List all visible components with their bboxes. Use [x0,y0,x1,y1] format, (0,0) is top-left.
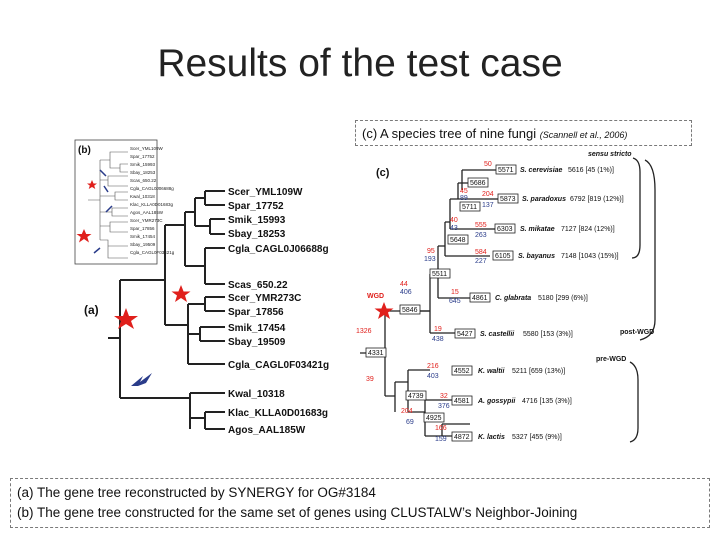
inset-leaf: Cgla_CAGL0F03421g [130,250,175,255]
internal-loss-count: 69 [406,419,414,426]
inset-leaf: Cgla_CAGL0J06688g [130,186,174,191]
gene-tree-leaf: Sbay_18253 [228,229,286,240]
gene-tree-leaf: Scer_YMR273C [228,293,302,304]
slide-title: Results of the test case [157,42,563,85]
species-gain-count: 204 [482,191,494,198]
internal-gain-count: 45 [460,188,468,195]
gene-tree-leaves [228,187,329,436]
species-tips [427,161,627,443]
species-gain-count: 166 [435,425,447,432]
caption-line-b: (b) The gene tree constructed for the same set of genes using CLUSTALW’s Neighbor-Joining [17,505,578,520]
internal-nodes [356,178,488,426]
inset-leaf: Sbay_19509 [130,242,156,247]
species-name: S. mikatae [520,226,555,233]
inset-leaf: Agos_AAL185W [130,210,164,215]
species-loss-count: 159 [435,436,447,443]
internal-node-box: 4331 [368,350,384,357]
caption-gene-trees [10,478,710,528]
inset-leaf: Spar_17752 [130,154,155,159]
gene-tree-leaf: Spar_17752 [228,201,284,212]
species-gain-count: 555 [475,222,487,229]
internal-gain-count: 40 [450,217,458,224]
species-name: S. paradoxus [522,196,566,203]
caption-species-tree [355,120,692,146]
duplication-star-icon [114,308,138,329]
inset-leaf: Scer_YMR273C [130,218,163,223]
species-gain-count: 19 [434,326,442,333]
gene-tree-leaf: Cgla_CAGL0J06688g [228,244,329,255]
internal-loss-count: 89 [460,195,468,202]
caption-species-tree-main: (c) A species tree of nine fungi [362,126,537,141]
species-name: A. gossypii [478,398,516,405]
internal-gain-count: 95 [427,248,435,255]
species-box: 4872 [454,434,470,441]
species-loss-count: 227 [475,258,487,265]
species-loss-count: 376 [438,403,450,410]
species-box: 5873 [500,196,516,203]
species-box: 6303 [497,226,513,233]
panel-label-b: (b) [78,145,91,156]
gene-tree-leaf: Smik_15993 [228,215,286,226]
species-name: K. waltii [478,368,505,375]
species-tree-c [356,151,655,443]
internal-gain-count: 1326 [356,328,372,335]
inset-leaf: Spar_17856 [130,226,155,231]
species-name: S. castellii [480,331,515,338]
species-stats: 5616 [45 (1%)] [568,167,614,174]
internal-node-box: 4739 [408,393,424,400]
species-gain-count: 216 [427,363,439,370]
wgd-label: WGD [367,293,385,300]
species-loss-count: 137 [482,202,494,209]
species-gain-count: 32 [440,393,448,400]
species-stats: 6792 [819 (12%)] [570,196,624,203]
species-stats: 7148 [1043 (15%)] [561,253,619,260]
panel-label-a: (a) [84,303,99,317]
internal-gain-count: 39 [366,376,374,383]
species-box: 4861 [472,295,488,302]
caption-line-a: (a) The gene tree reconstructed by SYNERGY for OG#3184 [17,485,376,500]
species-stats: 4716 [135 (3%)] [522,398,572,405]
sensu-stricto-label: sensu stricto [588,151,632,158]
species-stats: 5580 [153 (3%)] [523,331,573,338]
species-box: 5571 [498,167,514,174]
species-name: K. lactis [478,434,505,441]
gene-tree-leaf: Kwal_10318 [228,389,285,400]
wgd-star-icon [375,302,394,319]
internal-node-box: 5686 [470,180,486,187]
internal-node-box: 5711 [462,204,478,211]
post-wgd-label: post-WGD [620,329,655,336]
species-stats: 7127 [824 (12%)] [561,226,615,233]
gene-tree-leaf: Sbay_19509 [228,337,286,348]
internal-loss-count: 193 [424,256,436,263]
inset-leaf: Smik_15993 [130,162,156,167]
species-box: 4552 [454,368,470,375]
inset-leaf: Klac_KLLA0D01683g [130,202,174,207]
species-gain-count: 584 [475,249,487,256]
species-loss-count: 403 [427,373,439,380]
species-box: 5427 [457,331,473,338]
inset-nj-tree [75,140,175,264]
species-gain-count: 50 [484,161,492,168]
gene-tree-leaf: Smik_17454 [228,323,286,334]
species-box: 4581 [454,398,470,405]
internal-gain-count: 44 [400,281,408,288]
internal-node-box: 4925 [426,415,442,422]
inset-leaf: Scer_YML109W [130,146,163,151]
species-box: 6105 [495,253,511,260]
gene-tree-leaf: Spar_17856 [228,307,284,318]
inset-leaf: Smik_17454 [130,234,156,239]
species-loss-count: 645 [449,298,461,305]
gene-tree-leaf: Cgla_CAGL0F03421g [228,360,330,371]
gene-tree-leaf: Scas_650.22 [228,280,288,291]
species-gain-count: 15 [451,289,459,296]
species-name: S. cerevisiae [520,167,563,174]
inset-leaf: Scas_650.22 [130,178,157,183]
species-stats: 5327 [455 (9%)] [512,434,562,441]
internal-node-box: 5511 [432,271,448,278]
internal-loss-count: 43 [450,225,458,232]
gene-tree-leaf: Scer_YML109W [228,187,303,198]
internal-node-box: 5846 [402,307,418,314]
internal-loss-count: 406 [400,289,412,296]
species-stats: 5211 [659 (13%)] [512,368,566,375]
pre-wgd-label: pre-WGD [596,356,627,363]
duplication-star-icon [172,285,191,302]
panel-label-c: (c) [376,167,390,179]
gene-tree-leaf: Agos_AAL185W [228,425,306,436]
species-loss-count: 438 [432,336,444,343]
loss-bolt-icon [131,373,152,386]
species-loss-count: 263 [475,232,487,239]
internal-gain-count: 204 [401,408,413,415]
internal-node-box: 5648 [450,237,466,244]
species-name: C. glabrata [495,295,532,302]
caption-species-tree-cite: (Scannell et al., 2006) [539,130,628,140]
inset-leaf: Sbay_18253 [130,170,156,175]
gene-tree-leaf: Klac_KLLA0D01683g [228,408,329,419]
species-name: S. bayanus [518,253,555,260]
species-stats: 5180 [299 (6%)] [538,295,588,302]
inset-leaf: Kwal_10318 [130,194,155,199]
